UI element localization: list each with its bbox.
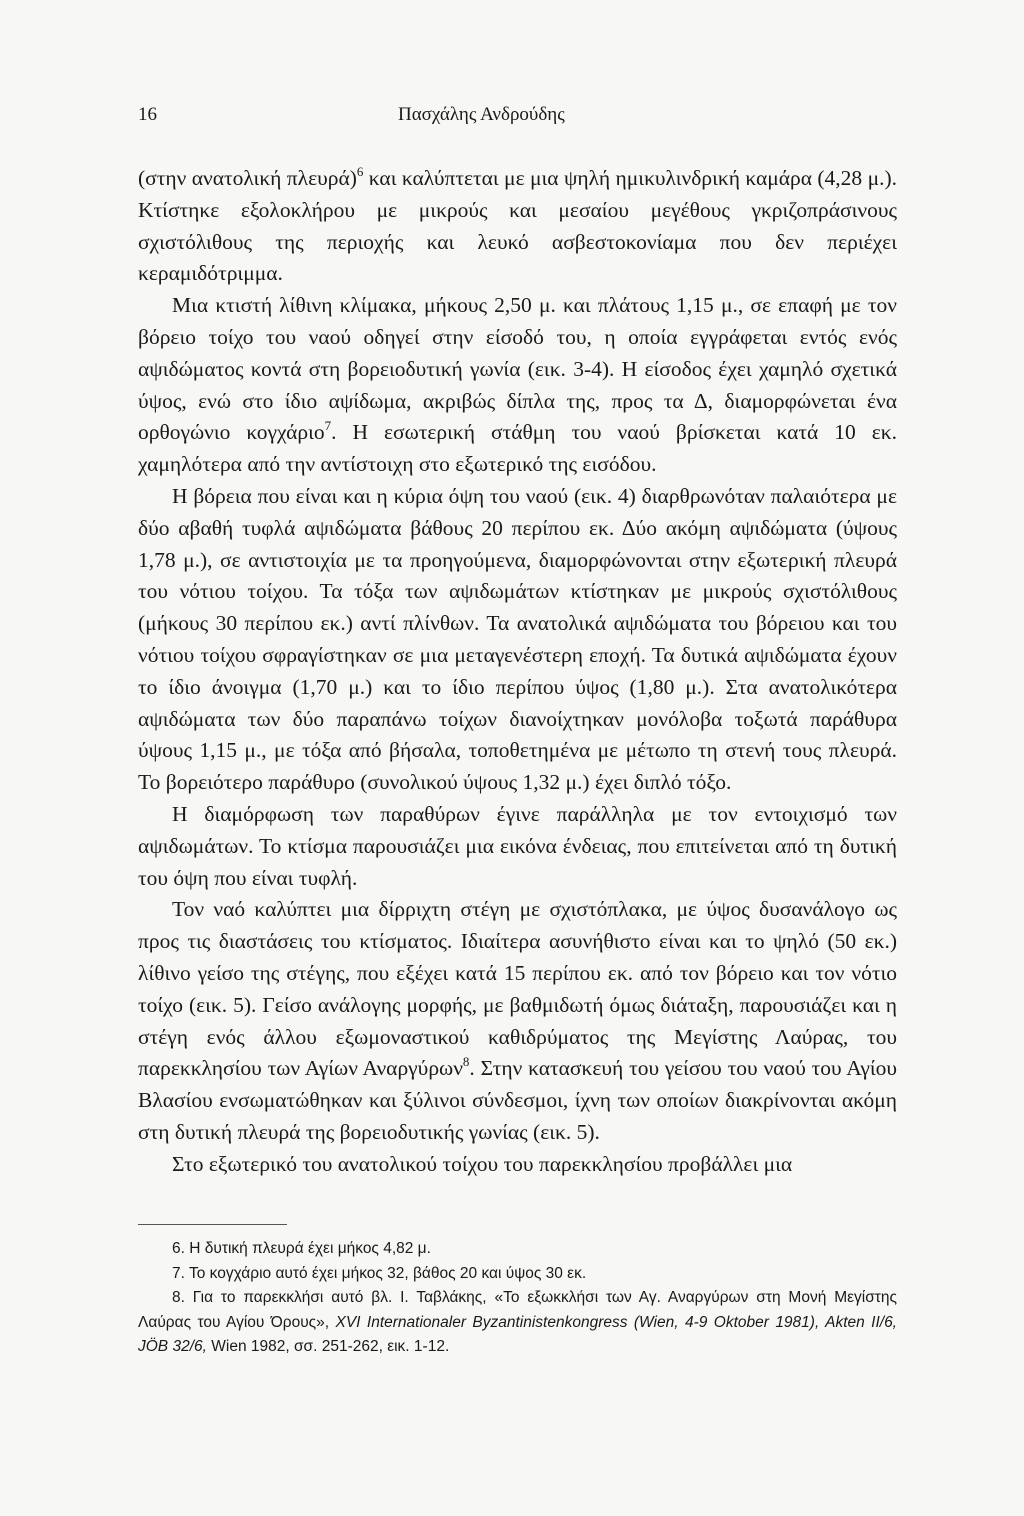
footnotes bbox=[138, 1237, 897, 1360]
footnote-6: 6. Η δυτική πλευρά έχει μήκος 4,82 μ. bbox=[172, 1240, 431, 1257]
body-text bbox=[138, 163, 897, 1181]
paragraph-4: Η διαμόρφωση των παραθύρων έγινε παράλληλα με τον εντοιχισμό των αψιδωμάτων. Το κτίσμα παρουσιάζει μια εικόνα ένδειας, που επιτείνεται από τη δυτική του όψη που είναι τυφλή. bbox=[138, 801, 897, 890]
paragraph-2: Μια κτιστή λίθινη κλίμακα, μήκους 2,50 μ. και πλάτους 1,15 μ., σε επαφή με τον βόρειο τοίχο του ναού οδηγεί στην είσοδό του, η οποία εγγράφεται εντός ενός αψιδώματος κοντά στη βορειοδυτική γωνία (εικ. 3-4). Η είσοδος έχει χαμηλό σχετικά ύψος, ενώ στο ίδιο αψίδωμα, ακριβώς δίπλα της, προς τα Δ, διαμορφώνεται ένα ορθογώνιο κογχάριο$^7$. Η εσωτερική στάθμη του ναού βρίσκεται κατά 10 εκ. χαμηλότερα από την αντίστοιχη στο εξωτερικό της εισόδου. bbox=[138, 293, 897, 477]
running-head: Πασχάλης Ανδρούδης bbox=[398, 104, 565, 125]
footnote-ref-7[interactable]: 7 bbox=[324, 418, 332, 434]
footnote-7: 7. Το κογχάριο αυτό έχει μήκος 32, βάθος 20 και ύψος 30 εκ. bbox=[172, 1264, 587, 1282]
footnote-divider bbox=[138, 1224, 287, 1225]
footnote-ref-8[interactable]: 8 bbox=[462, 1054, 470, 1070]
footnote-8: 8. Για το παρεκκλήσι αυτό βλ. Ι. Ταβλάκης, «Το εξωκκλήσι των Αγ. Αναργύρων στη Μονή Μεγίστης Λαύρας του Αγίου Όρους», XVI Internationaler Byzantinistenkongress (Wien, 4-9 Oktober 1981), Akten II/6, JÖB 32/6, Wien 1982, σσ. 251-262, εικ. 1-12. bbox=[138, 1289, 897, 1355]
paragraph-5: Τον ναό καλύπτει μια δίρριχτη στέγη με σχιστόπλακα, με ύψος δυσανάλογο ως προς τις διαστάσεις του κτίσματος. Ιδιαίτερα ασυνήθιστο είναι και το ψηλό (50 εκ.) λίθινο γείσο της στέγης, που εξέχει κατά 15 περίπου εκ. από τον βόρειο και τον νότιο τοίχο (εικ. 5). Γείσο ανάλογης μορφής, με βαθμιδωτή όμως διάταξη, παρουσιάζει και η στέγη ενός άλλου εξωμοναστικού καθιδρύματος της Μεγίστης Λαύρας, του παρεκκλησίου των Αγίων Αναργύρων$^8$. Στην κατασκευή του γείσου του ναού του Αγίου Βλασίου ενσωματώθηκαν και ξύλινοι σύνδεσμοι, ίχνη των οποίων διακρίνονται ακόμη στη δυτική πλευρά της βορειοδυτικής γωνίας (εικ. 5). bbox=[138, 897, 898, 1144]
paragraph-3: Η βόρεια που είναι και η κύρια όψη του ναού (εικ. 4) διαρθρωνόταν παλαιότερα με δύο αβαθή τυφλά αψιδώματα βάθους 20 περίπου εκ. Δύο ακόμη αψιδώματα (ύψους 1,78 μ.), σε αντιστοιχία με τα προηγούμενα, διαμορφώνονται στην εξωτερική πλευρά του νότιου τοίχου. Τα τόξα των αψιδωμάτων κτίστηκαν με μικρούς σχιστόλιθους (μήκους 30 περίπου εκ.) αντί πλίνθων. Τα ανατολικά αψιδώματα του βόρειου και του νότιου τοίχου σφραγίστηκαν σε μια μεταγενέστερη εποχή. Τα δυτικά αψιδώματα έχουν το ίδιο άνοιγμα (1,70 μ.) και το ίδιο περίπου ύψος (1,80 μ.). Στα ανατολικότερα αψιδώματα των δύο παραπάνω τοίχων διανοίχτηκαν μονόλοβα τοξωτά παράθυρα ύψους 1,15 μ., με τόξα από βήσαλα, τοποθετημένα με μέτωπο τη στενή τους πλευρά. Το βορειότερο παράθυρο (συνολικού ύψους 1,32 μ.) έχει διπλό τόξο. bbox=[138, 483, 897, 795]
paragraph-6: Στο εξωτερικό του ανατολικού τοίχου του παρεκκλησίου προβάλλει μια bbox=[172, 1151, 793, 1176]
page-number: 16 bbox=[138, 104, 157, 125]
paragraph-1: (στην ανατολική πλευρά)$^6$ και καλύπτεται με μια ψηλή ημικυλινδρική καμάρα (4,28 μ.). Κτίστηκε εξολοκλήρου με μικρούς και μεσαίου μεγέθους γκριζοπράσινους σχιστόλιθους της περιοχής και λευκό ασβεστοκονίαμα που δεν περιέχει κεραμιδότριμμα. bbox=[138, 163, 898, 286]
footnote-ref-6[interactable]: 6 bbox=[356, 163, 364, 179]
